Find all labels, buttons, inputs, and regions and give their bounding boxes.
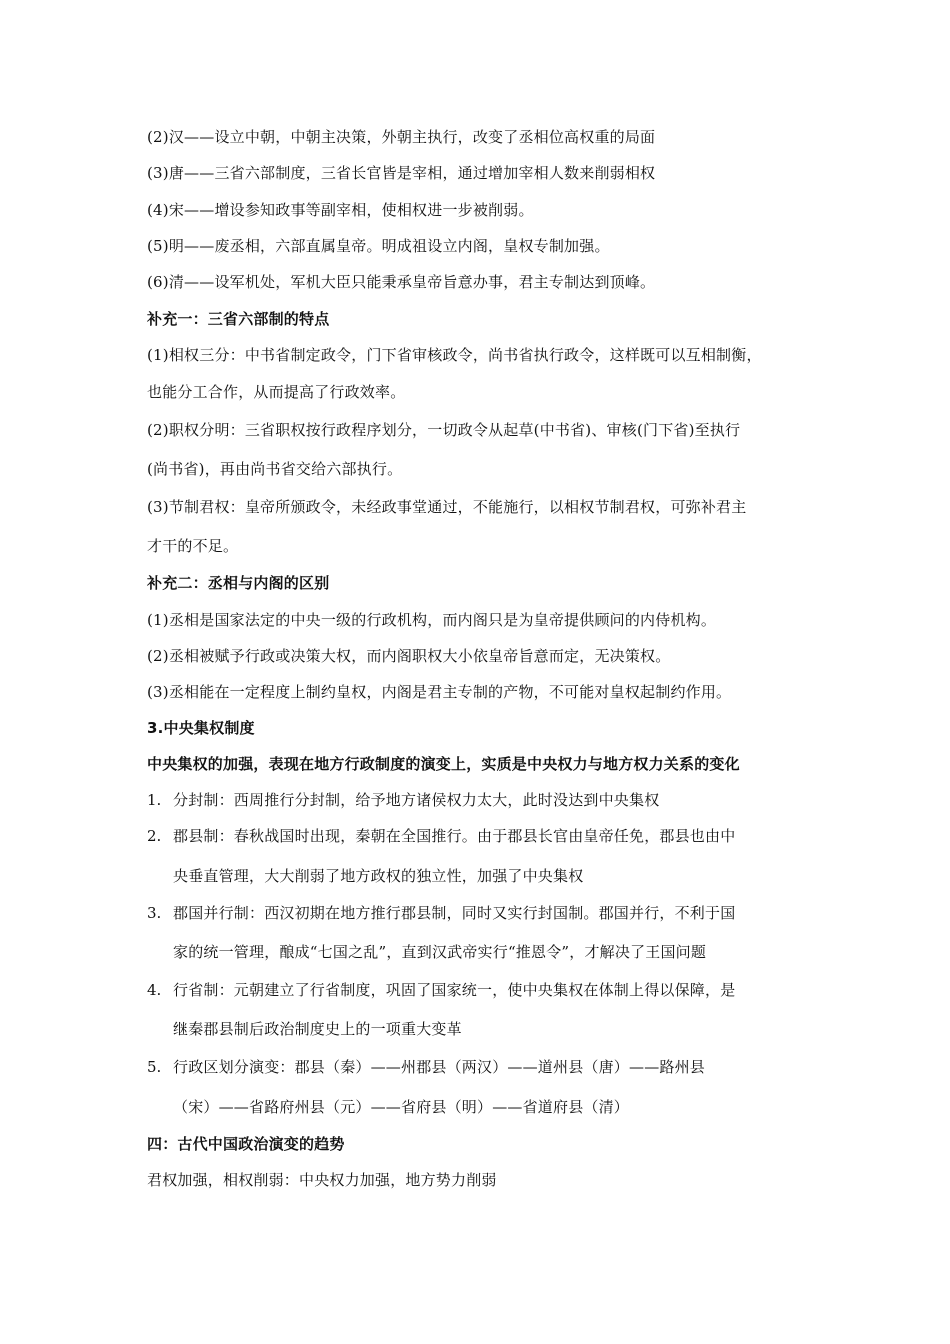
- list-number: 3.: [147, 904, 162, 922]
- list-number: 2.: [147, 827, 162, 845]
- heading-central-power: 3.中央集权制度: [147, 719, 255, 737]
- heading-section-four: 四：古代中国政治演变的趋势: [147, 1135, 345, 1153]
- paragraph-ming: (5)明——废丞相，六部直属皇帝。明成祖设立内阁，皇权专制加强。: [147, 237, 610, 255]
- list-item-cont: 央垂直管理，大大削弱了地方政权的独立性，加强了中央集权: [173, 867, 584, 885]
- paragraph-song: (4)宋——增设参知政事等副宰相，使相权进一步被削弱。: [147, 201, 534, 219]
- list-item-cont: 继秦郡县制后政治制度史上的一项重大变革: [173, 1020, 462, 1038]
- paragraph-supplement-two-2: (2)丞相被赋予行政或决策大权，而内阁职权大小依皇帝旨意而定，无决策权。: [147, 647, 671, 665]
- paragraph-han: (2)汉——设立中朝，中朝主决策，外朝主执行，改变了丞相位高权重的局面: [147, 128, 656, 146]
- heading-supplement-two: 补充二：丞相与内阁的区别: [147, 574, 330, 592]
- list-item-cont: （宋）——省路府州县（元）——省府县（明）——省道府县（清）: [173, 1098, 630, 1116]
- list-number: 4.: [147, 981, 162, 999]
- heading-supplement-one: 补充一：三省六部制的特点: [147, 310, 330, 328]
- list-item: 郡县制：春秋战国时出现，秦朝在全国推行。由于郡县长官由皇帝任免，郡县也由中: [173, 827, 736, 845]
- paragraph-qing: (6)清——设军机处，军机大臣只能秉承皇帝旨意办事，君主专制达到顶峰。: [147, 273, 656, 291]
- paragraph-tang: (3)唐——三省六部制度，三省长官皆是宰相，通过增加宰相人数来削弱相权: [147, 164, 656, 182]
- paragraph-supplement-two-3: (3)丞相能在一定程度上制约皇权，内阁是君主专制的产物，不可能对皇权起制约作用。: [147, 683, 732, 701]
- list-item: 分封制：西周推行分封制，给予地方诸侯权力太大，此时没达到中央集权: [173, 791, 660, 809]
- paragraph-supplement-two-1: (1)丞相是国家法定的中央一级的行政机构，而内阁只是为皇帝提供顾问的内侍机构。: [147, 611, 717, 629]
- paragraph-supplement-one-3-cont: 才干的不足。: [147, 537, 239, 555]
- list-number: 5.: [147, 1058, 162, 1076]
- paragraph-supplement-one-1-cont: 也能分工合作，从而提高了行政效率。: [147, 383, 406, 401]
- paragraph-section-four: 君权加强，相权削弱：中央权力加强，地方势力削弱: [147, 1171, 497, 1189]
- list-item: 行省制：元朝建立了行省制度，巩固了国家统一，使中央集权在体制上得以保障，是: [173, 981, 736, 999]
- heading-central-power-summary: 中央集权的加强，表现在地方行政制度的演变上，实质是中央权力与地方权力关系的变化: [147, 755, 740, 773]
- paragraph-supplement-one-1: (1)相权三分：中书省制定政令，门下省审核政令，尚书省执行政令，这样既可以互相制衡，: [147, 346, 762, 364]
- list-number: 1.: [147, 791, 162, 809]
- list-item: 郡国并行制：西汉初期在地方推行郡县制，同时又实行封国制。郡国并行，不利于国: [173, 904, 736, 922]
- paragraph-supplement-one-3: (3)节制君权：皇帝所颁政令，未经政事堂通过，不能施行，以相权节制君权，可弥补君主: [147, 498, 747, 516]
- list-item: 行政区划分演变：郡县（秦）——州郡县（两汉）——道州县（唐）——路州县: [173, 1058, 706, 1076]
- paragraph-supplement-one-2-cont: (尚书省)，再由尚书省交给六部执行。: [147, 460, 403, 478]
- list-item-cont: 家的统一管理，酿成“七国之乱”，直到汉武帝实行“推恩令”，才解决了王国问题: [173, 943, 707, 961]
- paragraph-supplement-one-2: (2)职权分明：三省职权按行政程序划分，一切政令从起草(中书省)、审核(门下省)至执行: [147, 421, 741, 439]
